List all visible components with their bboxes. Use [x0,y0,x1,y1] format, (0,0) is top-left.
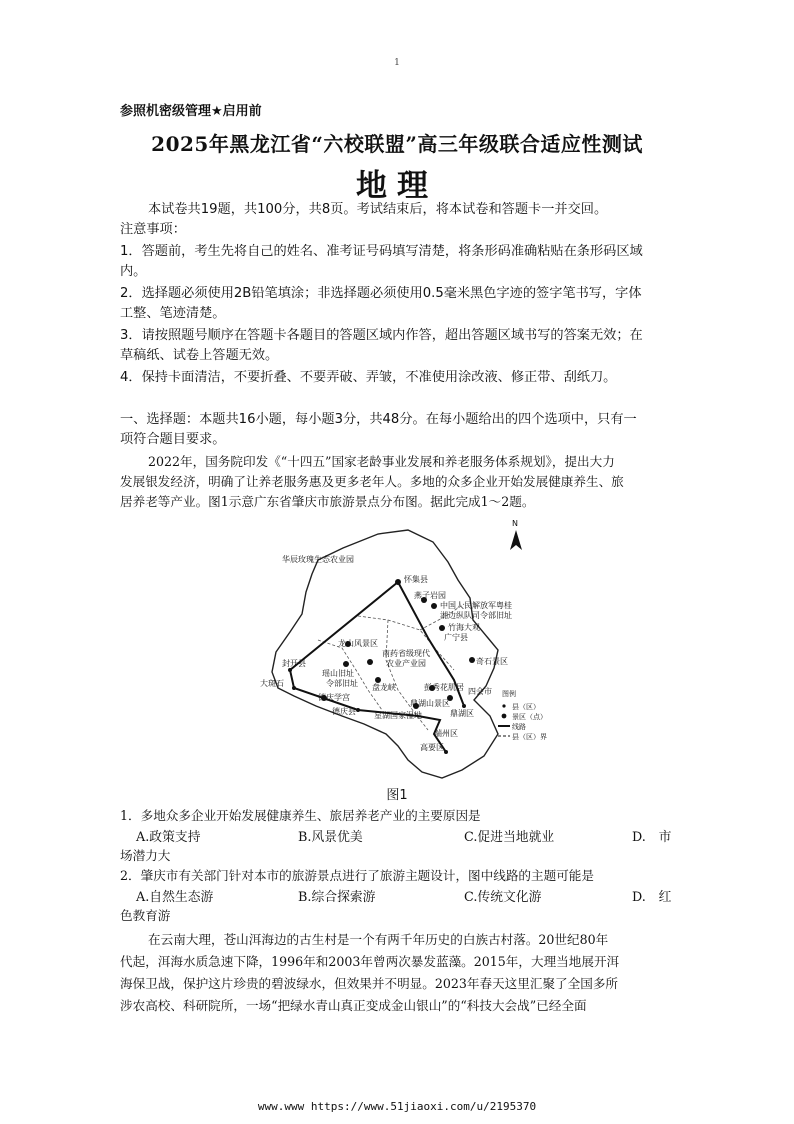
label-yanxi: 燕子岩园 [414,591,446,600]
county-marker-icon [462,704,466,708]
label-nanyao: 南药省级现代 [382,649,430,658]
passage2-line-1: 在云南大理，苍山洱海边的古生村是一个有两千年历史的白族古村落。20世纪80年 [148,932,609,947]
north-label: N [512,520,518,528]
section-heading-line-1: 一、选择题：本题共16小题，每小题3分，共48分。在每小题给出的四个选项中，只有一 [120,412,637,427]
label-nanyao-2: 农业产业园 [386,659,426,668]
section-heading-line-2: 项符合题目要求。 [120,432,226,447]
label-pla-hq-2: 湘边纵队司令部旧址 [440,611,512,620]
secret-label: 参照机密级管理★启用前 [120,104,262,119]
passage2-line-3: 海保卫战，保护这片珍贵的碧波绿水，但效果并不明显。2023年春天这里汇聚了全国多所 [120,976,619,991]
q1-option-d-tail: 场潜力大 [120,848,171,863]
q1-stem: 1．多地众多企业开始发展健康养生、旅居养老产业的主要原因是 [120,808,481,823]
q1-option-d: D. 市 [632,830,672,845]
label-pengjiang: 彭秀花肌居 [424,683,464,692]
zhaoqing-map [258,520,558,782]
subject-title: 地理 [356,168,438,204]
label-longshan: 龙山风景区 [338,639,378,648]
label-xinghu: 星湖国家湿地 [374,711,422,720]
north-arrow-icon [510,530,522,550]
intro-text: 本试卷共19题，共100分，共8页。考试结束后，将本试卷和答题卡一并交回。 [148,202,608,217]
notes-heading: 注意事项： [120,222,186,237]
label-panlong: 盘龙峡 [372,683,396,692]
scenic-marker-icon [367,659,373,665]
passage1-line-2: 发展银发经济，明确了让养老服务惠及更多老年人。多地的众多企业开始发展健康养生、旅 [120,474,624,489]
label-sihui: 四会市 [468,687,492,696]
label-jinhu: 鼎湖区 [450,709,474,718]
county-marker-icon [288,668,292,672]
label-deqing-school: 德庆学宫 [318,693,350,702]
label-pla-hq: 中国人民解放军粤桂 [440,601,512,610]
label-qiaowu: 奇石景区 [476,657,508,666]
passage1-line-1: 2022年，国务院印发《“十四五”国家老龄事业发展和养老服务体系规划》，提出大力 [148,454,615,469]
county-marker-icon [292,686,296,690]
legend-title: 图例 [502,690,516,698]
label-guangning-dali: 竹海大观 [448,623,480,632]
q1-option-c: C.促进当地就业 [464,830,555,845]
note-3-line-2: 草稿纸、试卷上答题无效。 [120,348,279,363]
legend-boundary: 县（区）界 [512,733,547,741]
exam-title: 2025年黑龙江省“六校联盟”高三年级联合适应性测试 [151,132,643,156]
north-arrow [510,520,522,550]
scenic-marker-icon [439,625,445,631]
q1-option-b: B.风景优美 [298,830,363,845]
note-3-line-1: 3．请按照题号顺序在答题卡各题目的答题区域内作答，超出答题区域书写的答案无效；在 [120,328,643,343]
scenic-marker-icon [395,579,401,585]
legend-county-icon [502,704,505,707]
q2-option-c: C.传统文化游 [464,890,542,905]
scenic-marker-icon [343,661,349,667]
footer-link[interactable]: www.www https://www.51jiaoxi.com/u/2195370 [257,1100,537,1113]
figure-caption: 图1 [386,788,408,803]
passage1-line-3: 居养老等产业。图1示意广东省肇庆市旅游景点分布图。据此完成1～2题。 [120,494,535,509]
legend-route: 线路 [512,723,526,731]
label-yaoqian: 瑶山旧址 [322,669,354,678]
scenic-marker-icon [431,603,437,609]
q2-option-d-tail: 色教育游 [120,908,171,923]
q2-stem: 2．肇庆市有关部门针对本市的旅游景点进行了旅游主题设计，图中线路的主题可能是 [120,868,594,883]
label-yaoqian-2: 令部旧址 [326,679,358,688]
map-legend [498,689,547,741]
legend-county: 县（区） [512,703,540,711]
passage2-line-2: 代起，洱海水质急速下降，1996年和2003年曾两次暴发蓝藻。2015年，大理当地展开洱 [120,954,620,969]
note-2-line-2: 工整、笔迹清楚。 [120,306,226,321]
q1-option-a: A.政策支持 [136,830,201,845]
q2-option-d: D. 红 [632,890,672,905]
note-4: 4．保持卡面清洁，不要折叠、不要弄破、弄皱，不准使用涂改液、修正带、刮纸刀。 [120,370,617,385]
county-marker-icon [356,708,360,712]
label-fengkai: 封开县 [282,659,306,668]
note-1-line-1: 1．答题前，考生先将自己的姓名、准考证号码填写清楚，将条形码准确粘贴在条形码区域 [120,244,643,259]
label-dajiangong: 大斑石 [260,679,284,688]
label-rose-farm: 华辰玫瑰生态农业园 [282,555,354,564]
page-number: 1 [394,58,400,68]
note-2-line-1: 2．选择题必须使用2B铅笔填涂；非选择题必须使用0.5毫米黑色字迹的签字笔书写，字体 [120,286,642,301]
county-marker-icon [444,750,448,754]
q2-option-b: B.综合探索游 [298,890,376,905]
legend-scenic-icon [502,714,507,719]
label-duanzhou: 端州区 [434,729,458,738]
passage2-line-4: 涉农高校、科研院所，一场“把绿水青山真正变成金山银山”的“科技大会战”已经全面 [120,998,587,1013]
note-1-line-2: 内。 [120,264,147,279]
label-huaiji: 怀集县 [404,575,428,584]
q2-option-a: A.自然生态游 [136,890,214,905]
label-guangning: 广宁县 [444,633,468,642]
legend-scenic: 景区（点） [512,713,547,721]
label-deqing: 德庆县 [332,707,356,716]
scenic-marker-icon [469,657,475,663]
label-gaoyao: 高要区 [420,743,444,752]
label-dinghu: 鼎湖山景区 [410,699,450,708]
